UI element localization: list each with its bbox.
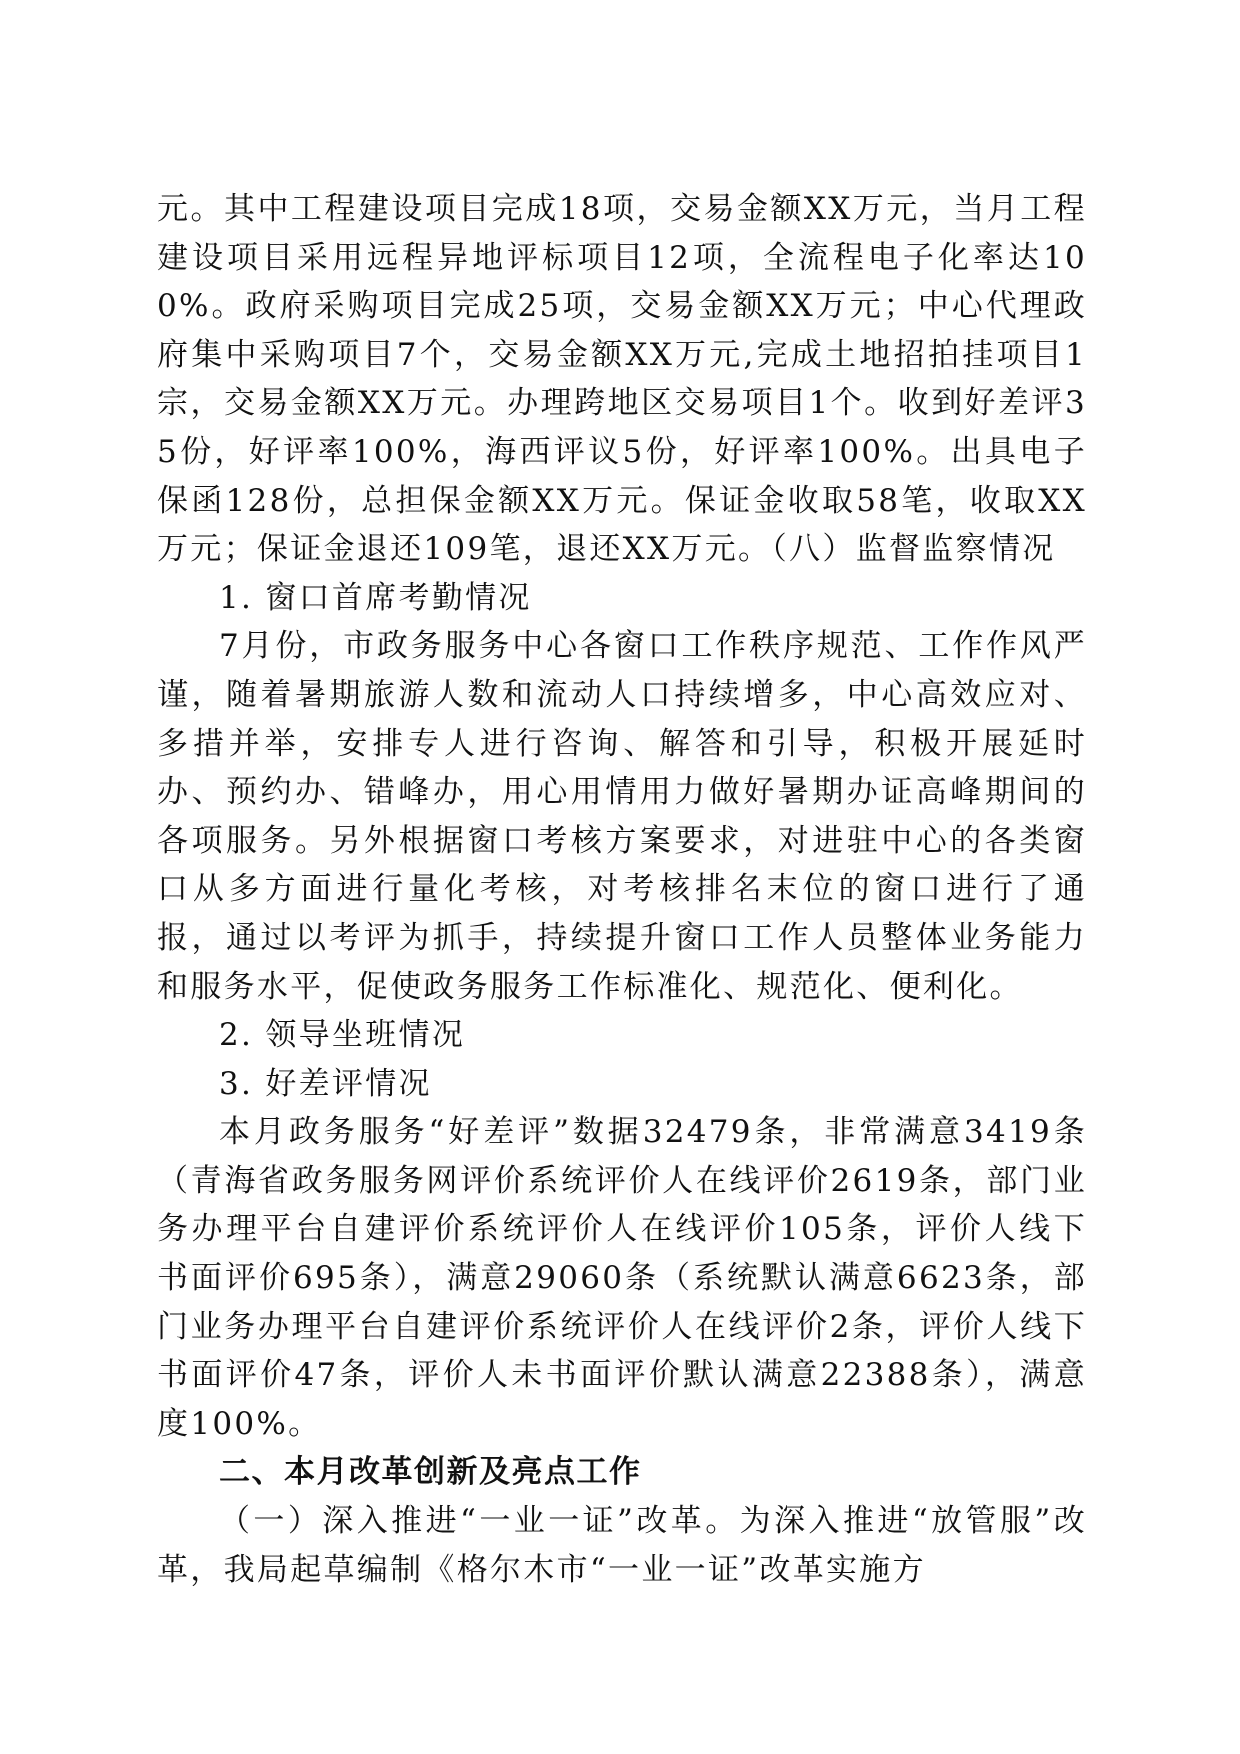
body-paragraph-evaluation-data: 本月政务服务“好差评”数据32479条，非常满意3419条（青海省政务服务网评价系统评价人在线评价2619条，部门业务办理平台自建评价系统评价人在线评价105条，评价人线下书面评价695条），满意29060条（系统默认满意6623条，部门业务办理平台自建评价系统评价人在线评价2条，评价人线下书面评价47条，评价人未书面评价默认满意22388条），满意度100%。 <box>157 1114 1087 1442</box>
subheading-evaluation: 3. 好差评情况 <box>219 1065 432 1102</box>
subheading-window-attendance: 1. 窗口首席考勤情况 <box>219 579 532 616</box>
subheading-leader-duty: 2. 领导坐班情况 <box>219 1017 466 1054</box>
document-page <box>157 185 1087 1594</box>
body-paragraph-reform: （一）深入推进“一业一证”改革。为深入推进“放管服”改革，我局起草编制《格尔木市“一业一证”改革实施方 <box>157 1503 1087 1588</box>
section-heading-reform: 二、本月改革创新及亮点工作 <box>219 1454 642 1491</box>
body-paragraph-window-work: 7月份，市政务服务中心各窗口工作秩序规范、工作作风严谨，随着暑期旅游人数和流动人口持续增多，中心高效应对、多措并举，安排专人进行咨询、解答和引导，积极开展延时办、预约办、错峰办，用心用情用力做好暑期办证高峰期间的各项服务。另外根据窗口考核方案要求，对进驻中心的各类窗口从多方面进行量化考核，对考核排名末位的窗口进行了通报，通过以考评为抓手，持续提升窗口工作人员整体业务能力和服务水平，促使政务服务工作标准化、规范化、便利化。 <box>157 628 1087 1005</box>
body-paragraph-transaction-summary: 元。其中工程建设项目完成18项，交易金额XX万元，当月工程建设项目采用远程异地评标项目12项，全流程电子化率达100%。政府采购项目完成25项，交易金额XX万元；中心代理政府集中采购项目7个，交易金额XX万元,完成土地招拍挂项目1宗，交易金额XX万元。办理跨地区交易项目1个。收到好差评35份，好评率100%，海西评议5份，好评率100%。出具电子保函128份，总担保金额XX万元。保证金收取58笔，收取XX万元；保证金退还109笔，退还XX万元。（八）监督监察情况 <box>157 191 1087 568</box>
